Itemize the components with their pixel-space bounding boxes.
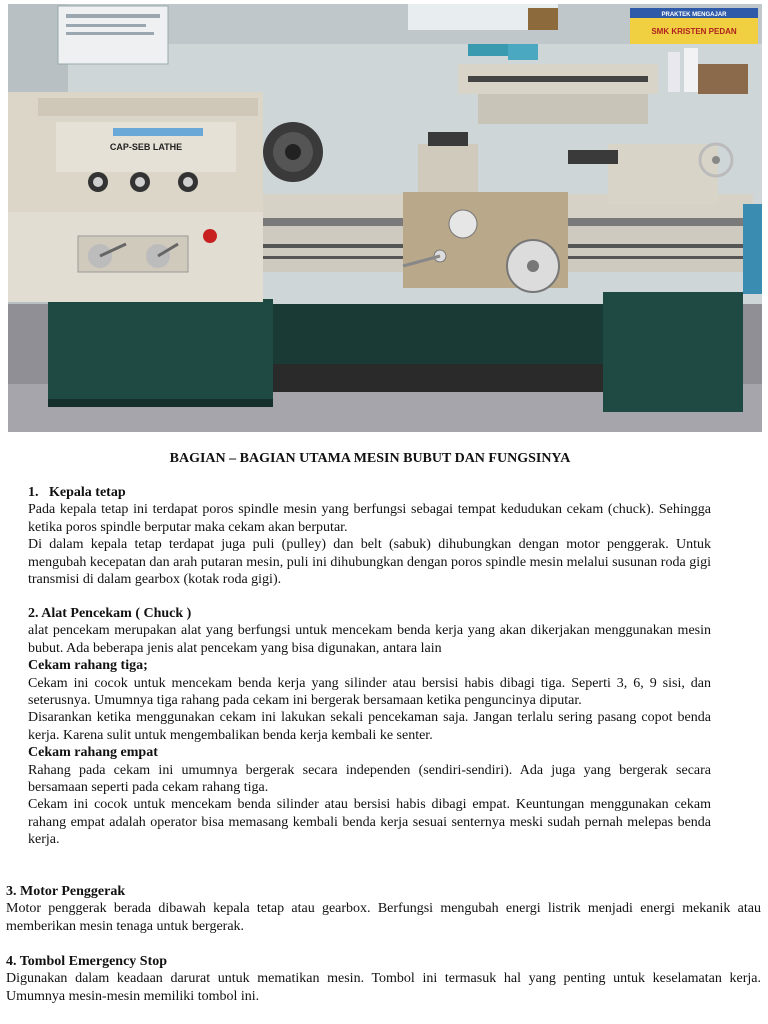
paragraph: Rahang pada cekam ini umumnya bergerak secara independen (sendiri-sendiri). Ada juga yang bergerak secara bersamaan seperti pada cekam rahang tiga. [28, 762, 711, 796]
lathe-illustration [8, 4, 762, 432]
emergency-stop-button [203, 229, 217, 243]
section-heading: 2. Alat Pencekam ( Chuck ) [28, 606, 192, 621]
paragraph: Motor penggerak berada dibawah kepala tetap atau gearbox. Berfungsi mengubah energi listrik menjadi energi mekanik atau memberikan mesin tenaga untuk bergerak. [6, 901, 761, 934]
section-heading: 3. Motor Penggerak [6, 884, 126, 899]
section-heading [28, 484, 711, 501]
section-kepala-tetap [28, 484, 711, 588]
section-heading: 4. Tombol Emergency Stop [6, 954, 168, 969]
paragraph: alat pencekam merupakan alat yang berfungsi untuk mencekam benda kerja yang akan dikerjakan menggunakan mesin bubut. Ada beberapa jenis alat pencekam yang bisa digunakan, antara lain [28, 623, 711, 656]
document-title: BAGIAN – BAGIAN UTAMA MESIN BUBUT DAN FUNGSINYA [169, 451, 571, 466]
paragraph: Di dalam kepala tetap terdapat juga puli (pulley) dan belt (sabuk) dihubungkan dengan motor penggerak. Untuk mengubah kecepatan dan arah putaran mesin, puli ini dihubungkan dengan poros spindle mesin melalui susunan roda gigi transmisi di dalam gearbox (kotak roda gigi). [28, 537, 711, 588]
section-heading-text: Kepala tetap [49, 485, 126, 500]
chuck [263, 122, 323, 182]
paragraph: Pada kepala tetap ini terdapat poros spindle mesin yang berfungsi sebagai tempat kedudukan cekam (chuck). Sehingga ketika poros spindle berputar maka cekam akan berputar. [28, 502, 711, 535]
subheading: Cekam rahang tiga; [28, 658, 148, 674]
headstock [8, 92, 263, 212]
subheading: Cekam rahang empat [28, 745, 158, 761]
svg-text:SMK KRISTEN PEDAN: SMK KRISTEN PEDAN [651, 27, 737, 36]
paragraph: Digunakan dalam keadaan darurat untuk mematikan mesin. Tombol ini termasuk hal yang penting untuk keselamatan kerja. Umumnya mesin-mesin memiliki tombol ini. [6, 971, 761, 1004]
gearbox [8, 212, 263, 302]
lathe-machine-photo [8, 4, 762, 432]
school-banner [630, 8, 758, 44]
section-tombol-emergency-stop [6, 953, 761, 1005]
paragraph: Cekam ini cocok untuk mencekam benda kerja yang silinder atau bersisi habis dibagi tiga. Seperti 3, 6, 9 sisi, dan seterusnya. Umumnya tiga rahang pada cekam ini bergerak bersamaan ketika penguncinya diputar. [28, 675, 711, 709]
svg-text:PRAKTEK MENGAJAR: PRAKTEK MENGAJAR [661, 12, 727, 18]
section-number: 1. [28, 485, 39, 500]
section-alat-pencekam [28, 605, 711, 849]
svg-text:CAP-SEB LATHE: CAP-SEB LATHE [109, 142, 183, 152]
paragraph: Disarankan ketika menggunakan cekam ini lakukan sekali pencekaman saja. Jangan terlalu sering pasang copot benda kerja. Karena sulit untuk mengembalikan benda kerja kembali ke senter. [28, 710, 711, 743]
section-motor-penggerak [6, 883, 761, 935]
paragraph: Cekam ini cocok untuk mencekam benda silinder atau bersisi habis dibagi empat. Keuntungan menggunakan cekam rahang empat adalah operator bisa memasang kembali benda kerja sesuai senternya meski sudah pernah melepas benda kerja. [28, 797, 711, 848]
